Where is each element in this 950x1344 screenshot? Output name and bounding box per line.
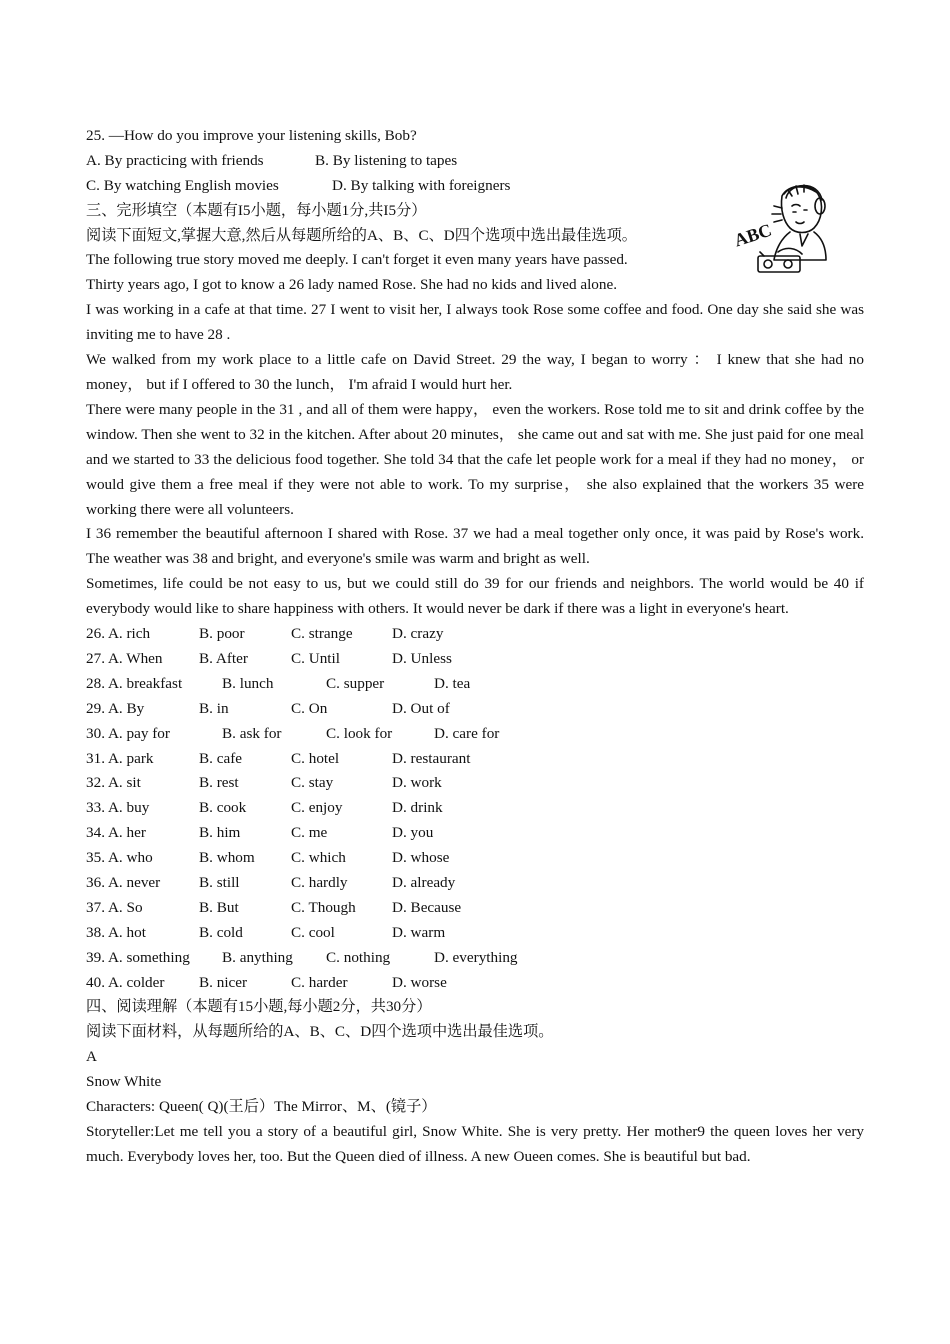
question-row (86, 672, 864, 697)
question-option: B. cold (199, 923, 243, 941)
question-row (86, 796, 864, 821)
question-option: C. enjoy (291, 799, 343, 817)
question-row (86, 697, 864, 722)
boy-with-headphones-illustration (730, 176, 834, 284)
passage-para-3: I was working in a cafe at that time. 27 I went to visit her, I always took Rose some coffee and food. One day she said she was inviting me to have 28 . (86, 301, 864, 344)
question-option: 37. A. So (86, 898, 143, 916)
abc-lettering: ABC (731, 219, 775, 251)
question-option: D. worse (392, 973, 447, 991)
question-option: C. me (291, 824, 328, 842)
q25-option-c: C. By watching English movies (86, 176, 279, 194)
q25-options-ab (86, 149, 864, 174)
question-option: B. nicer (199, 973, 248, 991)
question-option: D. Unless (392, 649, 452, 667)
question-option: B. cafe (199, 749, 243, 767)
question-option: 28. A. breakfast (86, 674, 183, 692)
question-row (86, 896, 864, 921)
question-row (86, 871, 864, 896)
reading-part-label: A (86, 1048, 97, 1066)
question-option: B. poor (199, 625, 245, 643)
question-option: D. care for (434, 724, 500, 742)
question-option: 33. A. buy (86, 799, 150, 817)
question-option: B. whom (199, 849, 255, 867)
passage-para-5: There were many people in the 31 , and all of them were happy， even the workers. Rose told me to sit and drink coffee by the window. Then she went to 32 in the kitchen. After about 20 minutes， she came out and sat with me. She just paid for one meal and we started to 33 the delicious food together. She told 34 that the cafe let people work for a meal if they had no money， or would give them a free meal if they were not able to work. To my surprise， she also explained that the workers 35 were working there were all volunteers. (86, 400, 864, 518)
question-row (86, 647, 864, 672)
question-option: B. still (199, 873, 240, 891)
question-option: D. Because (392, 898, 462, 916)
question-option: C. nothing (326, 948, 391, 966)
question-option: B. rest (199, 774, 239, 792)
story-title: Snow White (86, 1073, 162, 1091)
question-option: B. But (199, 898, 239, 916)
question-option: 35. A. who (86, 849, 153, 867)
question-option: B. in (199, 699, 229, 717)
question-option: D. work (392, 774, 442, 792)
question-option: 27. A. When (86, 649, 163, 667)
question-option: C. hardly (291, 873, 348, 891)
question-row (86, 846, 864, 871)
passage-para-4: We walked from my work place to a little cafe on David Street. 29 the way, I began to worry ： I knew that she had no money， but if I offered to 30 the lunch， I'm afraid I would hurt her. (86, 351, 864, 393)
q25-option-d: D. By talking with foreigners (332, 176, 511, 194)
question-row (86, 771, 864, 796)
question-row (86, 622, 864, 647)
question-option: D. crazy (392, 625, 444, 643)
section4-instruction: 阅读下面材料，从每题所给的A、B、C、D四个选项中选出最佳选项。 (86, 1023, 554, 1041)
question-option: B. anything (222, 948, 293, 966)
question-option: C. look for (326, 724, 393, 742)
question-option: 38. A. hot (86, 923, 146, 941)
question-option: B. him (199, 824, 241, 842)
question-option: C. Until (291, 649, 340, 667)
passage-para-6: I 36 remember the beautiful afternoon I shared with Rose. 37 we had a meal together only once, it was paid by Rose's work. The weather was 38 and bright, and everyone's smile was warm and bright as well. (86, 525, 864, 568)
question-option: B. ask for (222, 724, 282, 742)
question-option: 31. A. park (86, 749, 154, 767)
question-option: C. stay (291, 774, 334, 792)
question-option: 36. A. never (86, 873, 161, 891)
question-row (86, 971, 864, 996)
question-option: C. which (291, 849, 346, 867)
question-option: 40. A. colder (86, 973, 165, 991)
question-option: D. whose (392, 849, 450, 867)
question-option: D. drink (392, 799, 443, 817)
question-option: 39. A. something (86, 948, 190, 966)
question-row (86, 946, 864, 971)
question-option: 26. A. rich (86, 625, 151, 643)
question-option: 29. A. By (86, 699, 145, 717)
question-option: C. On (291, 699, 328, 717)
section3-instruction: 阅读下面短文,掌握大意,然后从每题所给的A、B、C、D四个选项中选出最佳选项。 (86, 226, 637, 244)
question-row (86, 921, 864, 946)
story-characters: Characters: Queen( Q)(王后）The Mirror、M、(镜子） (86, 1097, 437, 1115)
section3-heading: 三、完形填空（本题有I5小题，每小题1分,共I5分） (86, 201, 427, 219)
cloze-question-list (86, 622, 864, 995)
passage-para-1: The following true story moved me deeply. I can't forget it even many years have passed. (86, 251, 628, 269)
question-option: D. already (392, 873, 456, 891)
question-option: C. hotel (291, 749, 340, 767)
passage-para-7: Sometimes, life could be not easy to us, but we could still do 39 for our friends and neighbors. The world would be 40 if everybody would like to share happiness with others. It would never be dark if there was a light in everyone's heart. (86, 575, 864, 618)
storyteller-text: Storyteller:Let me tell you a story of a beautiful girl, Snow White. She is very pretty. Her mother9 the queen loves her very much. Everybody loves her, too. But the Queen died of illness. A new Oueen comes. She is beautiful but bad. (86, 1122, 864, 1165)
question-option: C. supper (326, 674, 385, 692)
question-option: B. cook (199, 799, 247, 817)
question-option: D. Out of (392, 699, 450, 717)
question-option: 34. A. her (86, 824, 146, 842)
question-option: C. harder (291, 973, 348, 991)
question-option: D. everything (434, 948, 518, 966)
question-row (86, 821, 864, 846)
q25-option-a: A. By practicing with friends (86, 151, 264, 169)
question-option: D. you (392, 824, 434, 842)
passage-para-2: Thirty years ago, I got to know a 26 lady named Rose. She had no kids and lived alone. (86, 276, 618, 294)
question-option: B. After (199, 649, 248, 667)
question-option: D. tea (434, 674, 471, 692)
question-option: C. strange (291, 625, 353, 643)
question-option: D. restaurant (392, 749, 471, 767)
question-option: 30. A. pay for (86, 724, 170, 742)
section4-heading: 四、阅读理解（本题有15小题,每小题2分，共30分） (86, 998, 432, 1016)
question-row (86, 722, 864, 747)
question-option: B. lunch (222, 674, 274, 692)
q25-option-b: B. By listening to tapes (315, 151, 458, 169)
question-option: C. cool (291, 923, 335, 941)
question-option: D. warm (392, 923, 446, 941)
question-row (86, 747, 864, 772)
question-option: C. Though (291, 898, 356, 916)
q25-stem: 25. —How do you improve your listening skills, Bob? (86, 127, 417, 144)
question-option: 32. A. sit (86, 774, 141, 792)
